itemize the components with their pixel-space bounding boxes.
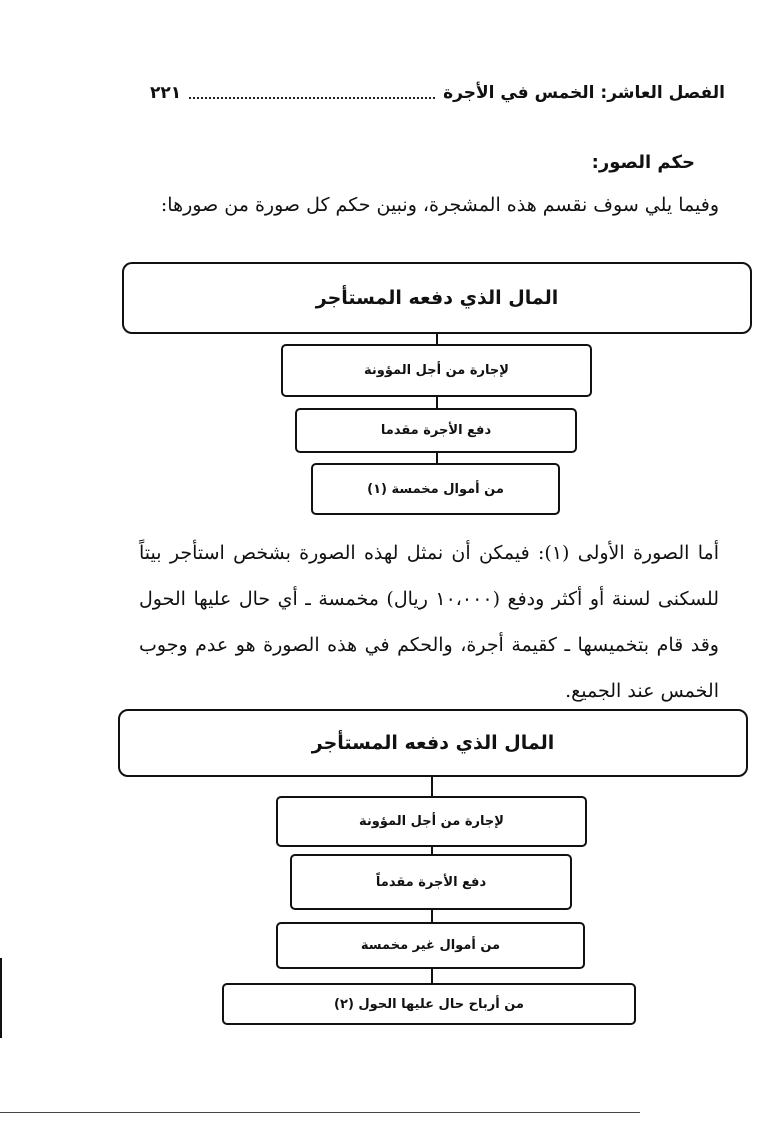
diagram1-level2-box [295, 408, 577, 453]
diagram2-level4-box [222, 983, 636, 1025]
diagram1-level1-box [281, 344, 592, 397]
diagram1-level3-box [311, 463, 560, 515]
scan-margin-line [0, 958, 2, 1038]
diagram1-level3-label: من أموال مخمسة (١) [367, 481, 504, 497]
diagram1-top-box [122, 262, 752, 334]
case1-paragraph: أما الصورة الأولى (١): فيمكن أن نمثل لهذه الصورة بشخص استأجر بيتاً للسكنى لسنة أو أكثر ودفع (١٠،٠٠٠ ريال) مخمسة ـ أي حال عليها الحول وقد قام بتخميسها ـ كقيمة أجرة، والحكم في هذه الصورة هو عدم وجوب الخمس عند الجميع. [139, 542, 720, 702]
diagram1-connector-2 [436, 397, 438, 408]
diagram2-connector-3 [431, 910, 433, 922]
diagram1-connector-1 [436, 334, 438, 344]
diagram2-level4-label: من أرباح حال عليها الحول (٢) [334, 996, 524, 1012]
diagram2-connector-1 [431, 777, 433, 796]
diagram2-level2-box [290, 854, 572, 910]
diagram2-top-label: المال الذي دفعه المستأجر [311, 732, 555, 754]
diagram2-level1-label: لإجارة من أجل المؤونة [359, 814, 504, 829]
diagram2-level3-box [276, 922, 585, 969]
section-heading: حكم الصور: [591, 152, 695, 173]
page-number: ٢٢١ [150, 83, 182, 103]
diagram2-level3-label: من أموال غير مخمسة [360, 938, 501, 953]
diagram2-level1-box [276, 796, 587, 847]
diagram2-level2-label: دفع الأجرة مقدماً [375, 874, 487, 890]
diagram1-connector-3 [436, 453, 438, 463]
footer-rule [0, 1112, 640, 1113]
intro-paragraph: وفيما يلي سوف نقسم هذه المشجرة، ونبين حكم كل صورة من صورها: [160, 194, 719, 216]
diagram1-top-label: المال الذي دفعه المستأجر [315, 287, 559, 309]
header-dot-leader [189, 87, 435, 99]
diagram2-top-box [118, 709, 748, 777]
diagram2-connector-4 [431, 969, 433, 983]
diagram2-connector-2 [431, 847, 433, 854]
diagram1-level1-label: لإجارة من أجل المؤونة [364, 363, 509, 378]
chapter-title: الفصل العاشر: الخمس في الأجرة [443, 83, 725, 103]
diagram1-level2-label: دفع الأجرة مقدما [380, 423, 492, 438]
running-header [150, 80, 725, 106]
